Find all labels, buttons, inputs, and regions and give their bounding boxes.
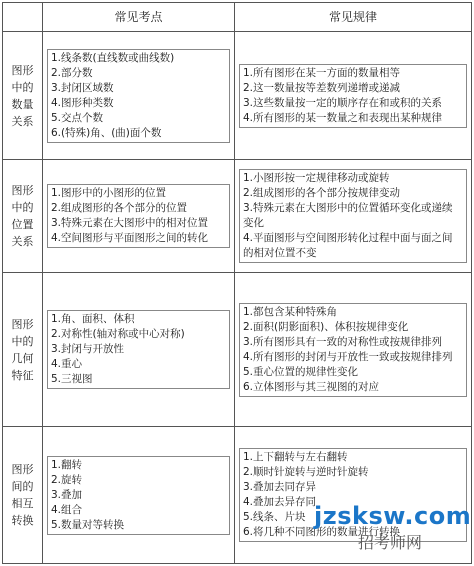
point-item: 1.翻转 xyxy=(51,458,83,471)
rule-item: 3.特殊元素在大图形中的位置循环变化或递续变化 xyxy=(243,202,453,229)
point-item: 5.三视图 xyxy=(51,373,93,385)
points-cell xyxy=(43,427,235,564)
rule-item: 5.重心位置的规律性变化 xyxy=(243,365,359,378)
points-list xyxy=(47,184,230,248)
rule-item: 1.都包含某种特殊角 xyxy=(243,305,338,318)
rule-item: 2.面积(阴影面积)、体积按规律变化 xyxy=(243,320,409,333)
rules-cell xyxy=(235,427,472,564)
rule-item: 3.这些数量按一定的顺序存在和或积的关系 xyxy=(243,96,443,109)
points-list xyxy=(47,456,230,535)
category-text: 位置 xyxy=(11,218,34,231)
point-item: 1.图形中的小图形的位置 xyxy=(51,187,167,199)
category-text: 特征 xyxy=(11,368,34,382)
point-item: 2.组成图形的各个部分的位置 xyxy=(51,202,188,214)
point-item: 1.角、面积、体积 xyxy=(51,313,135,325)
rule-item: 1.上下翻转与左右翻转 xyxy=(243,451,348,463)
point-item: 2.部分数 xyxy=(51,66,93,79)
watermark-subtext: 招考师网 xyxy=(358,533,423,552)
point-item: 4.组合 xyxy=(51,503,83,516)
point-item: 6.(特殊)角、(曲)面个数 xyxy=(51,126,162,139)
rule-item: 5.线条、片块 xyxy=(243,511,306,523)
rule-item: 4.所有图形的封闭与开放性一致或按规律排列 xyxy=(243,350,453,363)
points-cell xyxy=(43,273,235,427)
point-item: 4.空间图形与平面图形之间的转化 xyxy=(51,232,209,244)
table-row xyxy=(3,427,472,564)
rule-item: 2.组成图形的各个部分按规律变动 xyxy=(243,187,401,199)
point-item: 5.数量对等转换 xyxy=(51,518,125,531)
rule-item: 1.所有图形在某一方面的数量相等 xyxy=(243,66,401,79)
points-cell xyxy=(43,160,235,273)
point-item: 3.封闭与开放性 xyxy=(51,343,125,355)
header-blank xyxy=(3,3,43,32)
category-text: 转换 xyxy=(11,514,34,527)
rules-cell xyxy=(235,160,472,273)
points-list xyxy=(47,49,230,143)
rule-item: 3.叠加去同存异 xyxy=(243,481,317,493)
category-text: 图形 xyxy=(11,463,34,476)
rule-item: 4.平面图形与空间图形转化过程中面与面之间的相对位置不变 xyxy=(243,232,453,259)
rule-item: 6.立体图形与其三视图的对应 xyxy=(243,380,380,393)
table-row xyxy=(3,160,472,273)
category-text: 中的 xyxy=(11,334,34,348)
category-cell xyxy=(3,273,43,427)
category-text: 中的 xyxy=(11,80,34,94)
header-rules: 常见规律 xyxy=(235,3,472,32)
rule-item: 2.这一数量按等差数列递增或递减 xyxy=(243,81,401,94)
point-item: 3.特殊元素在大图形中的相对位置 xyxy=(51,217,209,229)
rules-list xyxy=(239,448,467,542)
point-item: 3.封闭区域数 xyxy=(51,81,114,94)
table-row xyxy=(3,273,472,427)
category-text: 图形 xyxy=(11,317,34,331)
rules-table xyxy=(2,2,472,564)
rules-list xyxy=(239,169,467,263)
watermark-text: jzsksw.com xyxy=(314,502,472,530)
rule-item: 4.所有图形的某一数量之和表现出某种规律 xyxy=(243,111,443,124)
rule-item: 2.顺时针旋转与逆时针旋转 xyxy=(243,466,369,478)
points-cell xyxy=(43,32,235,160)
point-item: 4.图形种类数 xyxy=(51,96,114,109)
points-list xyxy=(47,310,230,389)
header-points: 常见考点 xyxy=(43,3,235,32)
point-item: 3.叠加 xyxy=(51,488,83,501)
category-text: 图形 xyxy=(11,63,34,77)
category-text: 关系 xyxy=(11,114,34,128)
category-cell xyxy=(3,32,43,160)
rule-item: 4.叠加去异存同 xyxy=(243,496,317,508)
category-text: 图形 xyxy=(11,184,34,197)
rule-item: 6.将几种不同图形的数量进行转换 xyxy=(243,526,401,538)
point-item: 5.交点个数 xyxy=(51,111,104,124)
rules-cell xyxy=(235,273,472,427)
category-text: 关系 xyxy=(11,235,34,248)
category-text: 几何 xyxy=(11,351,34,365)
rule-item: 3.所有图形具有一致的对称性或按规律排列 xyxy=(243,335,443,348)
rule-item: 1.小图形按一定规律移动或旋转 xyxy=(243,172,390,184)
point-item: 2.旋转 xyxy=(51,473,83,486)
category-cell xyxy=(3,427,43,564)
category-text: 相互 xyxy=(11,497,34,510)
category-text: 中的 xyxy=(11,201,34,214)
rules-cell xyxy=(235,32,472,160)
point-item: 2.对称性(轴对称或中心对称) xyxy=(51,328,185,340)
point-item: 4.重心 xyxy=(51,358,83,370)
category-cell xyxy=(3,160,43,273)
rules-list xyxy=(239,64,467,128)
category-text: 数量 xyxy=(11,97,34,111)
header-row xyxy=(3,3,472,32)
rules-list xyxy=(239,303,467,397)
category-text: 间的 xyxy=(11,480,34,493)
point-item: 1.线条数(直线数或曲线数) xyxy=(51,51,175,64)
table-row xyxy=(3,32,472,160)
